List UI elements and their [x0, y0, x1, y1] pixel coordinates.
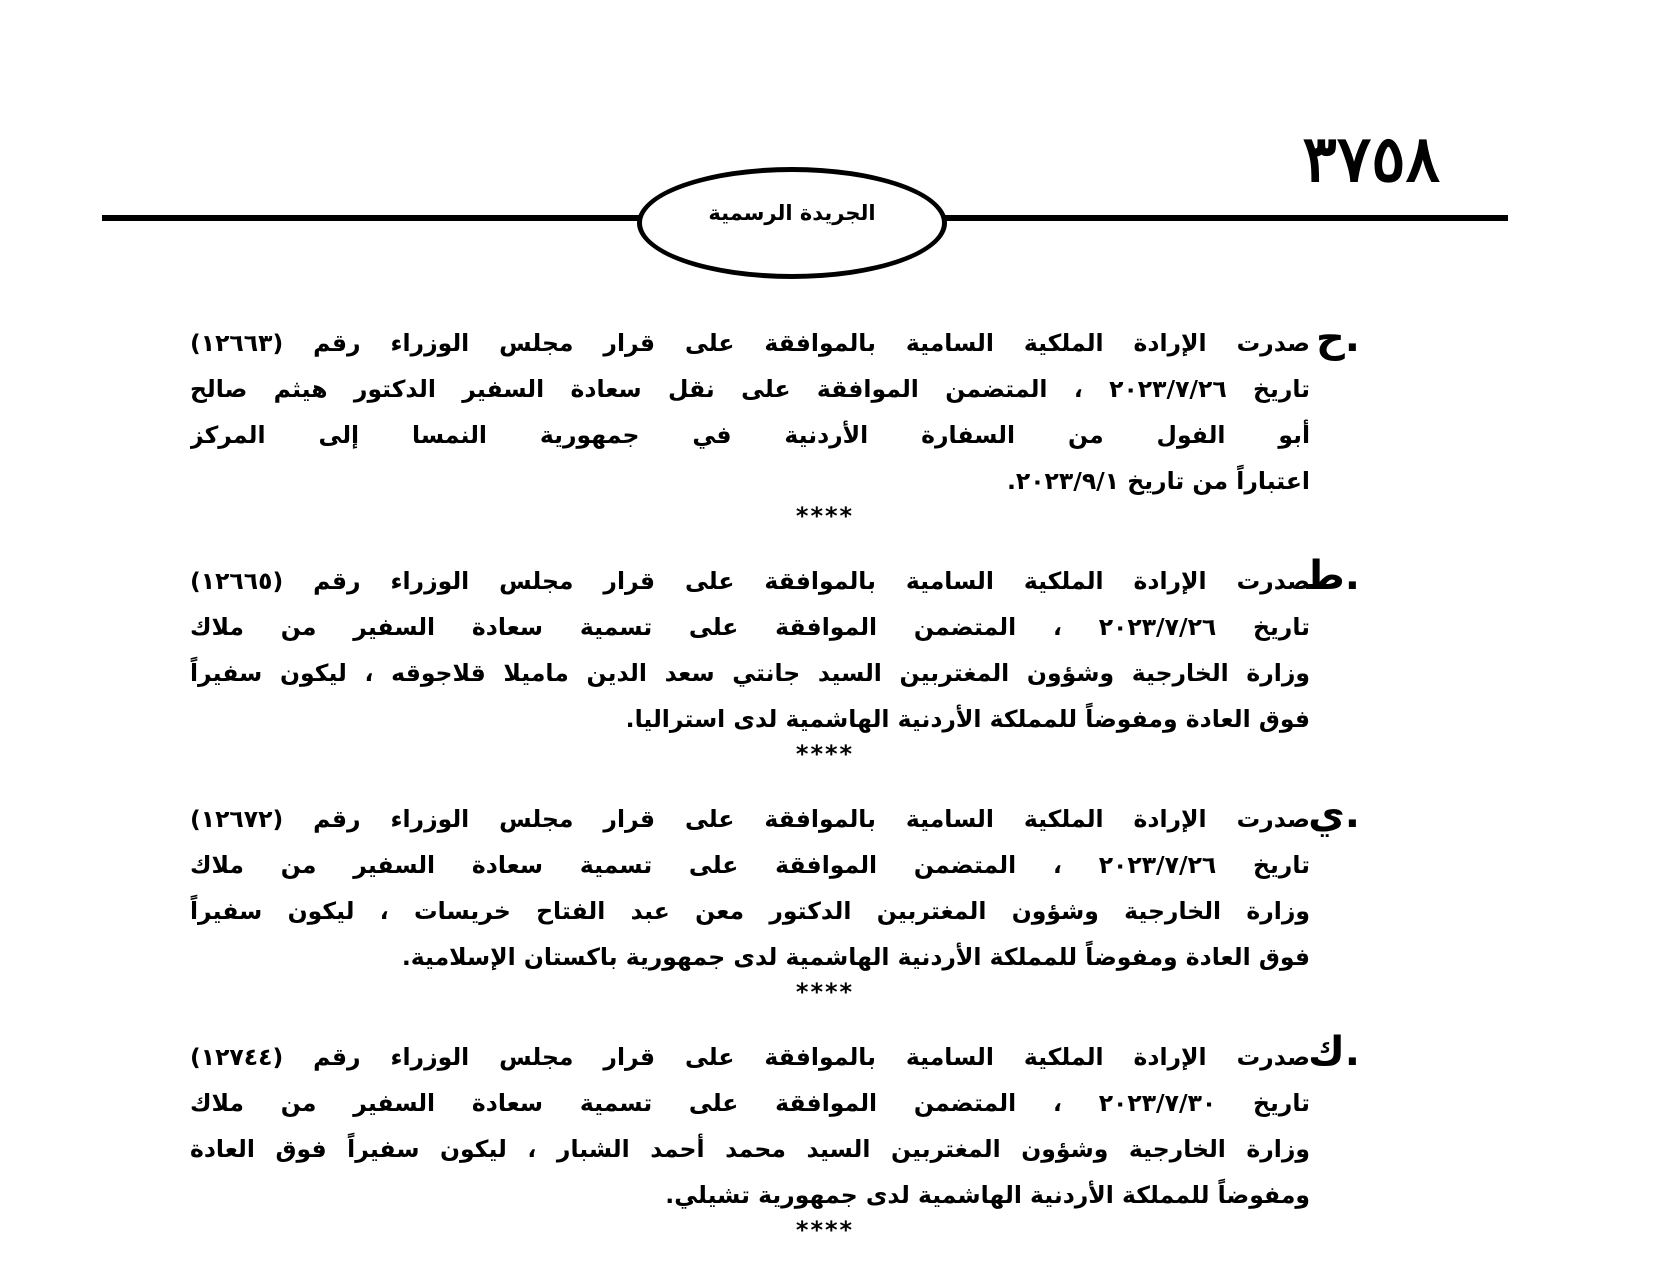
- entry-text: [190, 320, 1310, 504]
- separator-stars: ****: [795, 502, 855, 530]
- entry-letter: ح.: [1315, 315, 1360, 361]
- entry-text: [190, 796, 1310, 980]
- entry-line: تاريخ ٢٠٢٣/٧/٢٦ ، المتضمن الموافقة على نقل سعادة السفير الدكتور هيثم صالح: [190, 375, 1310, 403]
- decree-entry: [190, 315, 1360, 558]
- entry-letter: ط.: [1303, 553, 1360, 599]
- separator-stars: ****: [795, 1216, 855, 1244]
- decree-entry: [190, 1029, 1360, 1272]
- entry-text: [190, 1034, 1310, 1218]
- masthead-oval: [637, 167, 947, 279]
- decree-entry: [190, 791, 1360, 1034]
- entry-line: أبو الفول من السفارة الأردنية في جمهورية النمسا إلى المركز: [190, 421, 1310, 449]
- entry-line: تاريخ ٢٠٢٣/٧/٣٠ ، المتضمن الموافقة على تسمية سعادة السفير من ملاك: [190, 1089, 1310, 1117]
- entry-line: صدرت الإرادة الملكية السامية بالموافقة على قرار مجلس الوزراء رقم (١٢٦٦٥): [190, 567, 1310, 595]
- entry-text: [190, 558, 1310, 742]
- entry-line: ومفوضاً للمملكة الأردنية الهاشمية لدى جمهورية تشيلي.: [665, 1181, 1310, 1209]
- entry-line: صدرت الإرادة الملكية السامية بالموافقة على قرار مجلس الوزراء رقم (١٢٦٧٢): [190, 805, 1310, 833]
- entry-line: صدرت الإرادة الملكية السامية بالموافقة على قرار مجلس الوزراء رقم (١٢٧٤٤): [190, 1043, 1310, 1071]
- decree-entry: [190, 553, 1360, 796]
- entry-letter: ك.: [1308, 1029, 1360, 1075]
- separator-stars: ****: [795, 740, 855, 768]
- entry-line: صدرت الإرادة الملكية السامية بالموافقة على قرار مجلس الوزراء رقم (١٢٦٦٣): [190, 329, 1310, 357]
- entry-line: وزارة الخارجية وشؤون المغتربين السيد محمد أحمد الشبار ، ليكون سفيراً فوق العادة: [190, 1135, 1310, 1163]
- entry-line: فوق العادة ومفوضاً للمملكة الأردنية الهاشمية لدى جمهورية باكستان الإسلامية.: [401, 943, 1310, 971]
- page-number: ٣٧٥٨: [1302, 122, 1440, 197]
- entry-line: وزارة الخارجية وشؤون المغتربين الدكتور معن عبد الفتاح خريسات ، ليكون سفيراً: [190, 897, 1310, 925]
- entry-line: وزارة الخارجية وشؤون المغتربين السيد جانتي سعد الدين ماميلا قلاجوقه ، ليكون سفيراً: [190, 659, 1310, 687]
- entry-line: فوق العادة ومفوضاً للمملكة الأردنية الهاشمية لدى استراليا.: [625, 705, 1310, 733]
- entry-letter: ي.: [1308, 791, 1360, 837]
- publication-name: الجريدة الرسمية: [708, 201, 876, 225]
- decree-list: [190, 315, 1360, 1272]
- entry-line: تاريخ ٢٠٢٣/٧/٢٦ ، المتضمن الموافقة على تسمية سعادة السفير من ملاك: [190, 851, 1310, 879]
- separator-stars: ****: [795, 978, 855, 1006]
- entry-line: اعتباراً من تاريخ ٢٠٢٣/٩/١.: [1006, 467, 1310, 495]
- entry-line: تاريخ ٢٠٢٣/٧/٢٦ ، المتضمن الموافقة على تسمية سعادة السفير من ملاك: [190, 613, 1310, 641]
